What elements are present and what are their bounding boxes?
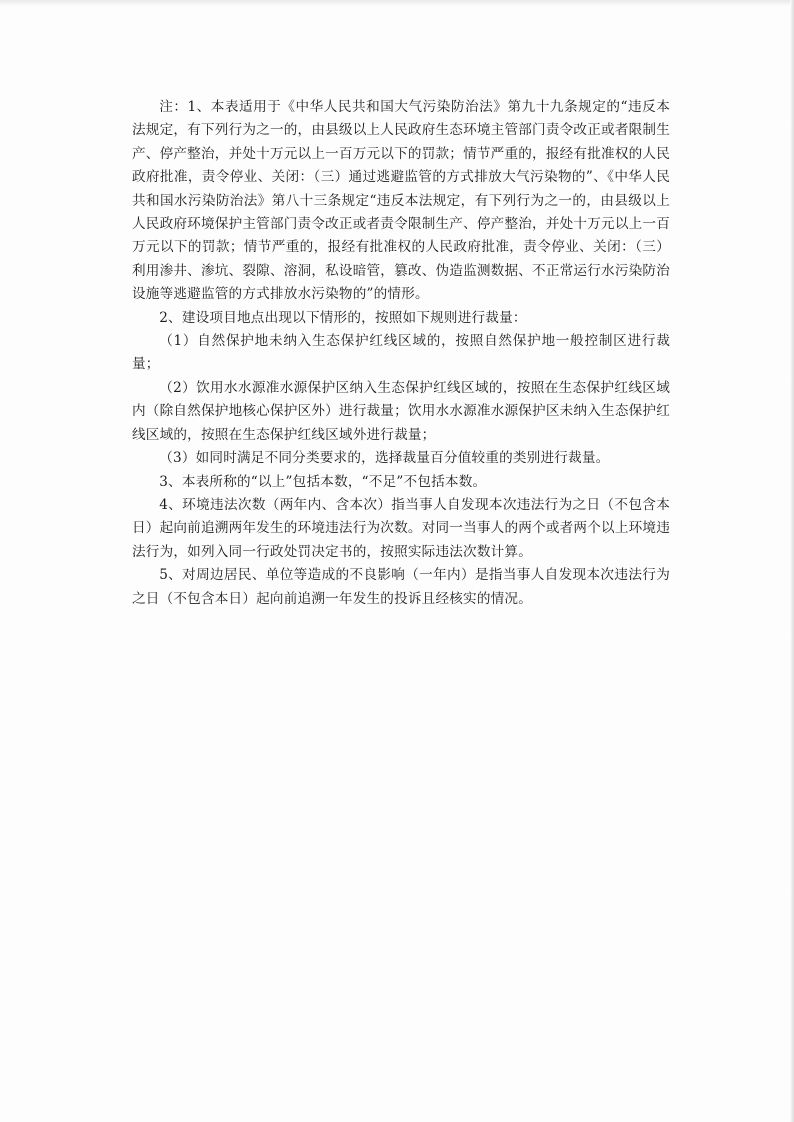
note-1: 注：1、本表适用于《中华人民共和国大气污染防治法》第九十九条规定的“违反本法规定，有下列行为之一的，由县级以上人民政府生态环境主管部门责令改正或者限制生产、停产整治，并处十万元以上一百万元以下的罚款；情节严重的，报经有批准权的人民政府批准，责令停业、关闭：（三）通过逃避监管的方式排放大气污染物的”、《中华人民共和国水污染防治法》第八十三条规定“违反本法规定，有下列行为之一的，由县级以上人民政府环境保护主管部门责令改正或者责令限制生产、停产整治，并处十万元以上一百万元以下的罚款；情节严重的，报经有批准权的人民政府批准，责令停业、关闭：（三）利用渗井、渗坑、裂隙、溶洞，私设暗管，篡改、伪造监测数据、不正常运行水污染防治设施等逃避监管的方式排放水污染物的”的情形。: [132, 99, 670, 303]
note-5: 5、对周边居民、单位等造成的不良影响（一年内）是指当事人自发现本次违法行为之日（不包含本日）起向前追溯一年发生的投诉且经核实的情况。: [132, 567, 670, 607]
note-2-item-3: （3）如同时满足不同分类要求的，选择裁量百分值较重的类别进行裁量。: [159, 450, 610, 467]
note-2-item-1: （1）自然保护地未纳入生态保护红线区域的，按照自然保护地一般控制区进行裁量；: [132, 333, 670, 373]
note-2-heading: 2、建设项目地点出现以下情形的，按照如下规则进行裁量：: [159, 309, 527, 326]
note-2-item-2: （2）饮用水水源准水源保护区纳入生态保护红线区域的，按照在生态保护红线区域内（除自然保护地核心保护区外）进行裁量；饮用水水源准水源保护区未纳入生态保护红线区域的，按照在生态保护红线区域外进行裁量；: [132, 379, 670, 443]
notes-section: [132, 96, 670, 611]
scan-edge-right: [790, 0, 794, 1122]
note-4: 4、环境违法次数（两年内、含本次）指当事人自发现本次违法行为之日（不包含本日）起向前追溯两年发生的环境违法行为次数。对同一当事人的两个或者两个以上环境违法行为，如列入同一行政处罚决定书的，按照实际违法次数计算。: [132, 496, 670, 560]
note-3: 3、本表所称的“以上”包括本数，“不足”不包括本数。: [159, 473, 487, 490]
scan-edge-top: [0, 0, 794, 6]
